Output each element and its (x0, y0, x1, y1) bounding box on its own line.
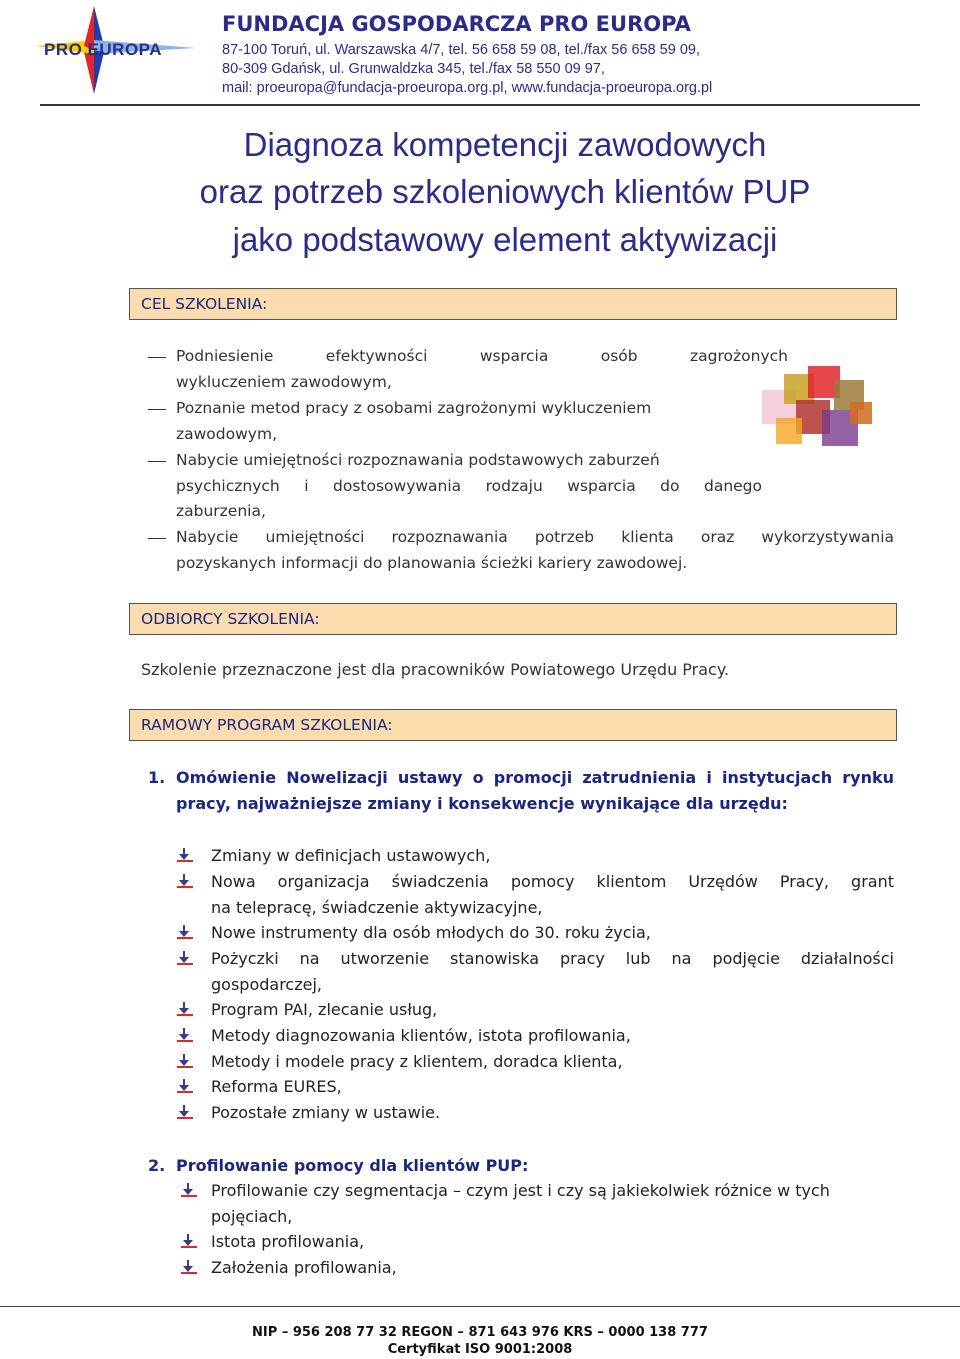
list-item-line: Metody i modele pracy z klientem, doradca klienta, (211, 1052, 623, 1071)
goal-item-line: Nabycie umiejętności rozpoznawania podstawowych zaburzeń (176, 451, 660, 469)
document-title-line-1: Diagnoza kompetencji zawodowych (243, 126, 767, 163)
list-item-line: na telepracę, świadczenie aktywizacyjne, (211, 898, 543, 917)
dash-bullet (148, 461, 166, 462)
arrow-bullet-icon (177, 1002, 193, 1016)
document-title-line-3: jako podstawowy element aktywizacji (232, 221, 778, 258)
list-item-line: pojęciach, (211, 1207, 293, 1226)
arrow-bullet-icon (181, 1260, 197, 1274)
footer-registration-numbers: NIP – 956 208 77 32 REGON – 871 643 976 KRS – 0000 138 777 (252, 1325, 708, 1340)
list-item-line: Profilowanie czy segmentacja – czym jest i czy są jakiekolwiek różnice w tych (211, 1181, 830, 1200)
arrow-bullet-icon (177, 1079, 193, 1093)
list-item-line: Program PAI, zlecanie usług, (211, 1000, 438, 1019)
arrow-bullet-icon (177, 1028, 193, 1042)
list-item-line: Pozostałe zmiany w ustawie. (211, 1103, 441, 1122)
audience-text: Szkolenie przeznaczone jest dla pracowników Powiatowego Urzędu Pracy. (141, 660, 730, 679)
goal-item-line: zawodowym, (176, 425, 277, 443)
arrow-bullet-icon (177, 925, 193, 939)
header-divider (40, 104, 920, 106)
arrow-bullet-icon (177, 1105, 193, 1119)
module-heading-line: Omówienie Nowelizacji ustawy o promocji zatrudnienia i instytucjach rynku (176, 768, 894, 787)
section-goals-heading: CEL SZKOLENIA: (129, 288, 897, 320)
letterhead (0, 0, 960, 110)
arrow-bullet-icon (181, 1234, 197, 1248)
goal-item-line: psychicznych i dostosowywania rodzaju wsparcia do danego (176, 477, 762, 495)
arrow-bullet-icon (177, 951, 193, 965)
address-gdansk: 80-309 Gdańsk, ul. Grunwaldzka 345, tel./fax 58 550 09 97, (222, 61, 605, 77)
goal-item-line: Poznanie metod pracy z osobami zagrożonymi wykluczeniem (176, 399, 652, 417)
dash-bullet (148, 357, 166, 358)
list-item-line: Zmiany w definicjach ustawowych, (211, 846, 491, 865)
goal-item-line: Podniesienie efektywności wsparcia osób zagrożonych (176, 347, 788, 365)
dash-bullet (148, 409, 166, 410)
module-number: 2. (148, 1156, 166, 1175)
list-item-line: Reforma EURES, (211, 1077, 342, 1096)
arrow-bullet-icon (181, 1183, 197, 1197)
goal-item-line: zaburzenia, (176, 502, 266, 520)
section-program-heading: RAMOWY PROGRAM SZKOLENIA: (129, 709, 897, 741)
list-item-line: gospodarczej, (211, 975, 322, 994)
arrow-bullet-icon (177, 874, 193, 888)
list-item-line: Pożyczki na utworzenie stanowiska pracy lub na podjęcie działalności (211, 949, 894, 968)
module-heading-line: pracy, najważniejsze zmiany i konsekwencje wynikające dla urzędu: (176, 794, 788, 813)
module-heading-line: Profilowanie pomocy dla klientów PUP: (176, 1156, 529, 1175)
decorative-squares-image (758, 360, 878, 458)
organization-name: FUNDACJA GOSPODARCZA PRO EUROPA (222, 12, 691, 36)
list-item-line: Nowa organizacja świadczenia pomocy klientom Urzędów Pracy, grant (211, 872, 894, 891)
arrow-bullet-icon (177, 848, 193, 862)
dash-bullet (148, 538, 166, 539)
document-title-line-2: oraz potrzeb szkoleniowych klientów PUP (199, 173, 811, 210)
arrow-bullet-icon (177, 1054, 193, 1068)
list-item-line: Założenia profilowania, (211, 1258, 397, 1277)
goal-item-line: wykluczeniem zawodowym, (176, 373, 392, 391)
list-item-line: Nowe instrumenty dla osób młodych do 30. roku życia, (211, 923, 651, 942)
section-audience-heading: ODBIORCY SZKOLENIA: (129, 603, 897, 635)
footer-certificate: Certyfikat ISO 9001:2008 (387, 1342, 573, 1357)
list-item-line: Istota profilowania, (211, 1232, 365, 1251)
contact-email-web: mail: proeuropa@fundacja-proeuropa.org.pl, www.fundacja-proeuropa.org.pl (222, 80, 713, 96)
address-torun: 87-100 Toruń, ul. Warszawska 4/7, tel. 56 658 59 08, tel./fax 56 658 59 09, (222, 42, 700, 58)
goal-item-line: pozyskanych informacji do planowania ścieżki kariery zawodowej. (176, 554, 688, 572)
goal-item-line: Nabycie umiejętności rozpoznawania potrzeb klienta oraz wykorzystywania (176, 528, 894, 546)
logo-text: PRO EUROPA (44, 40, 163, 59)
list-item-line: Metody diagnozowania klientów, istota profilowania, (211, 1026, 631, 1045)
footer-divider (0, 1306, 960, 1307)
module-number: 1. (148, 768, 166, 787)
